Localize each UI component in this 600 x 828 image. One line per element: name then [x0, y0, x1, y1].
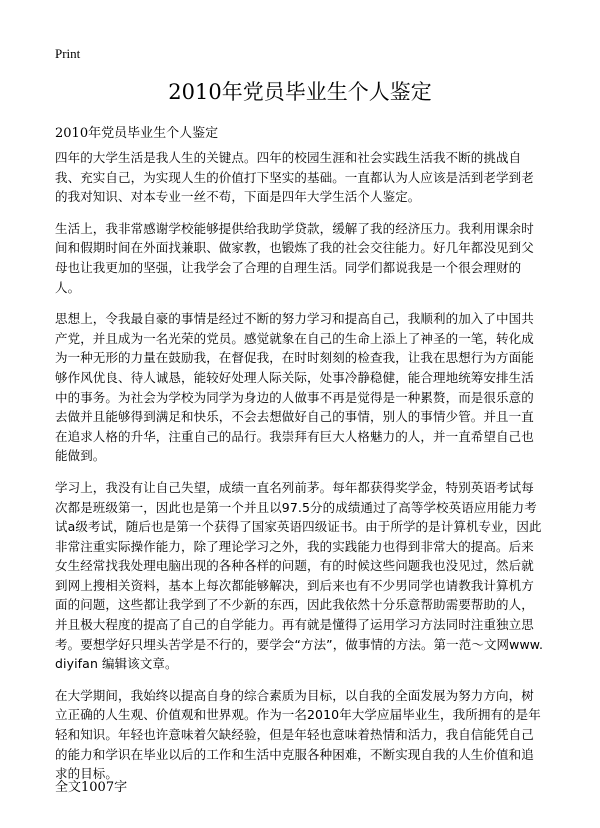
- word-count: 全文1007字: [55, 780, 128, 795]
- print-label[interactable]: Print: [55, 46, 81, 61]
- document-title: 2010年党员毕业生个人鉴定: [168, 80, 432, 104]
- paragraph: 生活上，我非常感谢学校能够提供给我助学贷款，缓解了我的经济压力。我利用课余时间和假期时间在外面找兼职、做家教，也锻炼了我的社会交往能力。好几年都没见到父母也让我更加的坚强，让我学会了合理的自理生活。同学们都说我是一个很会理财的人。: [55, 220, 534, 295]
- paragraph: 四年的大学生活是我人生的关键点。四年的校园生涯和社会实践生活我不断的挑战自我、充实自己，为实现人生的价值打下坚实的基础。一直都认为人应该是活到老学到老的我对知识、对本专业一丝不苟，下面是四年大学生活个人鉴定。: [55, 150, 534, 205]
- document-subtitle: 2010年党员毕业生个人鉴定: [55, 126, 219, 141]
- paragraph: 学习上，我没有让自己失望，成绩一直名列前茅。每年都获得奖学金，特别英语考试每次都是班级第一，因此也是第一个并且以97.5分的成绩通过了高等学校英语应用能力考试a级考试，随后也是第一个获得了国家英语四级证书。由于所学的是计算机专业，因此非常注重实际操作能力，除了理论学习之外，我的实践能力也得到非常大的提高。后来女生经常找我处理电脑出现的各种各样的问题，有的时候这些问题我也没见过，然后就到网上搜相关资料，基本上每次都能够解决，到后来也有不少男同学也请教我计算机方面的问题，这些都让我学到了不少新的东西，因此我依然十分乐意帮助需要帮助的人，并且极大程度的提高了自己的自学能力。再有就是懂得了运用学习方法同时注重独立思考。要想学好只埋头苦学是不行的，要学会“方法”，做事情的方法。第一范～文网www. diyifan 编辑该文章。: [55, 479, 544, 672]
- document-body: [55, 148, 545, 796]
- paragraph: 思想上，令我最自豪的事情是经过不断的努力学习和提高自己，我顺利的加入了中国共产党，并且成为一名光荣的党员。感觉就象在自己的生命上添上了神圣的一笔，转化成为一种无形的力量在鼓励我，在督促我，在时时刻刻的检查我，让我在思想行为方面能够作风优良、待人诚恳，能较好处理人际关际，处事冷静稳健，能合理地统筹安排生活中的事务。为社会为学校为同学为身边的人做事不再是觉得是一种累赘，而是很乐意的去做并且能够得到满足和快乐，不会去想做好自己的事情，别人的事情少管。并且一直在追求人格的升华，注重自己的品行。我崇拜有巨大人格魅力的人，并一直希望自己也能做到。: [55, 311, 534, 464]
- paragraph: 在大学期间，我始终以提高自身的综合素质为目标，以自我的全面发展为努力方向，树立正确的人生观、价值观和世界观。作为一名2010年大学应届毕业生，我所拥有的是年轻和知识。年轻也许意味着欠缺经验，但是年轻也意味着热情和活力，我自信能凭自己的能力和学识在毕业以后的工作和生活中克服各种困难，不断实现自我的人生价值和追求的目标。: [55, 687, 541, 782]
